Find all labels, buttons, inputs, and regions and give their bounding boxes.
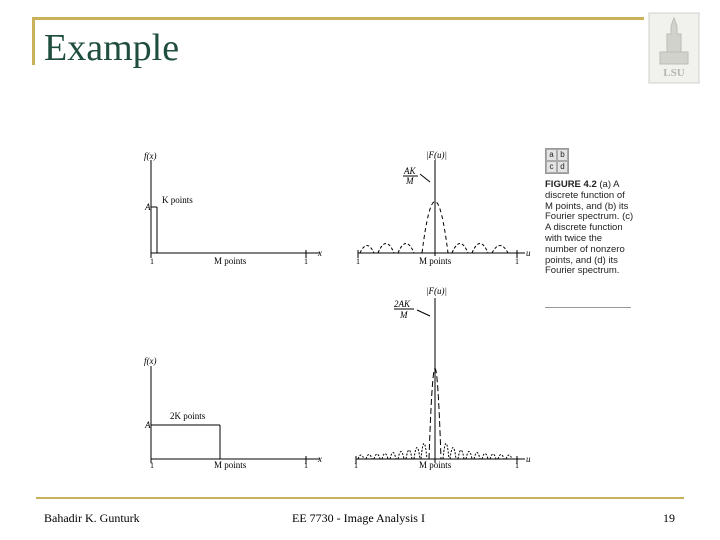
panel-key-d: d xyxy=(557,161,568,173)
panel-key xyxy=(545,148,569,174)
caption-label: FIGURE 4.2 xyxy=(545,179,597,190)
slide-number: 19 xyxy=(663,511,675,525)
panel-c-tick-left: 1 xyxy=(150,461,154,470)
panel-a-ylabel: f(x) xyxy=(144,151,157,161)
panel-c xyxy=(144,356,322,470)
panel-b-xlabel: M points xyxy=(419,256,452,266)
panel-b-peak-num: AK xyxy=(404,166,416,176)
panel-c-width: 2K points xyxy=(170,411,206,421)
panel-c-amp: A xyxy=(145,420,151,430)
panel-b-ylabel: |F(u)| xyxy=(426,150,447,160)
panel-b-tick-right: 1 xyxy=(515,257,519,266)
panel-a-xlabel: M points xyxy=(214,256,247,266)
panel-d-ylabel: |F(u)| xyxy=(426,286,447,296)
caption-rule xyxy=(545,307,631,308)
slide-title: Example xyxy=(44,27,180,69)
panel-d-peak-den: M xyxy=(400,310,408,320)
panel-a xyxy=(144,151,322,266)
panel-a-amp: A xyxy=(145,202,151,212)
panel-a-width: K points xyxy=(162,195,193,205)
panel-key-c: c xyxy=(546,161,557,173)
footer-rule xyxy=(36,497,684,499)
panel-d-tick-right: 1 xyxy=(515,461,519,470)
panel-key-a: a xyxy=(546,149,557,161)
panel-c-axisvar: x xyxy=(318,454,322,464)
panel-a-tick-right: 1 xyxy=(304,257,308,266)
left-border-rule xyxy=(32,17,35,65)
footer-author: Bahadir K. Gunturk xyxy=(44,511,140,525)
panel-d-axisvar: u xyxy=(526,454,531,464)
figure-caption xyxy=(545,148,635,277)
lsu-logo xyxy=(648,12,700,84)
panel-c-ylabel: f(x) xyxy=(144,356,157,366)
panel-a-axisvar: x xyxy=(318,248,322,258)
panel-d-xlabel: M points xyxy=(419,460,452,470)
panel-d-peak-num: 2AK xyxy=(394,299,411,309)
footer-course: EE 7730 - Image Analysis I xyxy=(292,511,425,525)
panel-b-axisvar: u xyxy=(526,248,531,258)
panel-b-peak-den: M xyxy=(406,176,414,186)
panel-a-tick-left: 1 xyxy=(150,257,154,266)
panel-d xyxy=(354,286,531,470)
panel-b xyxy=(356,150,531,266)
panel-d-tick-left: 1 xyxy=(354,461,358,470)
panel-c-xlabel: M points xyxy=(214,460,247,470)
caption-text: (a) A discrete function of M points, and (b) its Fourier spectrum. (c) A discrete function with twice the number of nonzero points, and (d) its Fourier spectrum. xyxy=(545,179,634,277)
logo-text: LSU xyxy=(663,67,685,79)
top-border-rule xyxy=(32,17,644,20)
panel-b-tick-left: 1 xyxy=(356,257,360,266)
panel-key-b: b xyxy=(557,149,568,161)
panel-c-tick-right: 1 xyxy=(304,461,308,470)
